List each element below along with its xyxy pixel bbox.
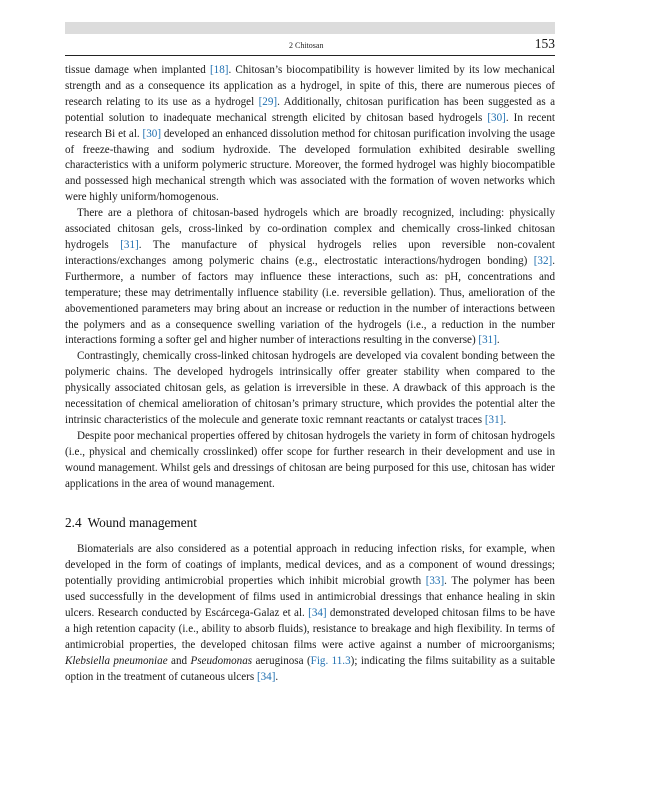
citation-link[interactable]: Fig. 11.3 — [310, 654, 351, 667]
section-title: Wound management — [87, 515, 197, 531]
citation-link[interactable]: [18] — [209, 64, 229, 76]
citation-link[interactable]: [34] — [256, 670, 276, 683]
citation-link[interactable]: [33] — [425, 575, 445, 588]
italic-term: Klebsiella pneumoniae — [65, 654, 168, 667]
citation-link[interactable]: [30] — [487, 111, 506, 124]
citation-link[interactable]: [31] — [120, 238, 139, 251]
body-text — [65, 63, 555, 686]
citation-link[interactable]: [31] — [484, 413, 504, 426]
paragraph: tissue damage when implanted [18]. Chitosan’s biocompatibility is however limited by its low mechanical strength and as a consequence its application as a hydrogel, in spite of this, there are numerous pieces of research relating to its use as a hydrogel [29]. Additionally, chitosan purification has been suggested as a potential solution to inadequate mechanical strength elicited by chitosan based hydrogels [30]. In recent research Bi et al. [30] developed an enhanced dissolution method for chitosan purification involving the usage of freeze-thawing and sodium hydroxide. The developed formulation exhibited desirable swelling characteristics with a uniform polymeric structure. Moreover, the formed hydrogel was highly biocompatible and possessed high mechanical strength which was associated with the formation of woven networks which were highly uniform/homogenous. — [65, 64, 556, 204]
header-rule — [65, 55, 555, 56]
citation-link[interactable]: [29] — [258, 95, 278, 108]
paragraph: Despite poor mechanical properties offered by chitosan hydrogels the variety in form of chitosan hydrogels (i.e., physical and chemically crosslinked) offer scope for further research in their development and use in wound management. Whilst gels and dressings of chitosan are being purposed for this use, chitosan has wider applications in the area of wound management. — [65, 429, 555, 490]
citation-link[interactable]: [30] — [142, 127, 162, 140]
section-number: 2.4 — [65, 515, 82, 531]
paragraph: Biomaterials are also considered as a potential approach in reducing infection risks, for example, when developed in the form of coatings of implants, medical devices, and as a component of wound dressings; potentially providing antimicrobial properties which inhibit microbial growth [33]. The polymer has been used successfully in the development of films used in antimicrobial dressings that enhance healing in skin ulcers. Research conducted by Escárcega-Galaz et al. [34] demonstrated developed chitosan films to be have a high retention capacity (i.e., ability to absorb fluids), resistance to breakage and high flexibility. In terms of antimicrobial properties, the developed chitosan films were active against a number of microorganisms; Klebsiella pneumoniae and Pseudomonas aeruginosa (Fig. 11.3); indicating the films suitability as a suitable option in the treatment of cutaneous ulcers [34]. — [65, 543, 555, 683]
top-margin-bar — [65, 22, 555, 34]
paragraph: Contrastingly, chemically cross-linked chitosan hydrogels are developed via covalent bonding between the polymeric chains. The developed hydrogels intrinsically offer greater stability when compared to the physically associated chitosan gels, as gelation is irreversible in these. A drawback of this approach is the necessitation of chemical amelioration of chitosan’s primary structure, which provides the potential alter the intrinsic characteristics of the molecule and generate toxic remnant reactants or catalyst traces [31]. — [65, 350, 555, 426]
citation-link[interactable]: [32] — [533, 254, 553, 267]
running-head: 2 Chitosan — [289, 41, 324, 50]
paragraph: There are a plethora of chitosan-based hydrogels which are broadly recognized, including: physically associated chitosan gels, cross-linked by co-ordination complex and chemically cross-linked chitosan hydrogels [31]. The manufacture of physical hydrogels relies upon reversible non-covalent interactions/exchanges among polymeric chains (e.g., electrostatic interactions/hydrogen bonding) [32]. Furthermore, a number of factors may influence these interactions, such as: pH, concentrations and temperature; these may detrimentally influence stability (i.e. reversible gellation). Thus, amelioration of the abovementioned parameters may bring about an increase or reduction in the number of interactions between the polymers and as a consequence swelling variation of the hydrogels (i.e., a reduction in the number interactions forming a softer gel and higher number of interactions resulting in the converse) [31]. — [65, 207, 556, 347]
page-number: 153 — [534, 36, 555, 51]
citation-link[interactable]: [34] — [308, 607, 327, 620]
section-heading — [65, 514, 555, 532]
italic-term: Pseudomonas — [190, 654, 253, 667]
citation-link[interactable]: [31] — [478, 334, 497, 347]
